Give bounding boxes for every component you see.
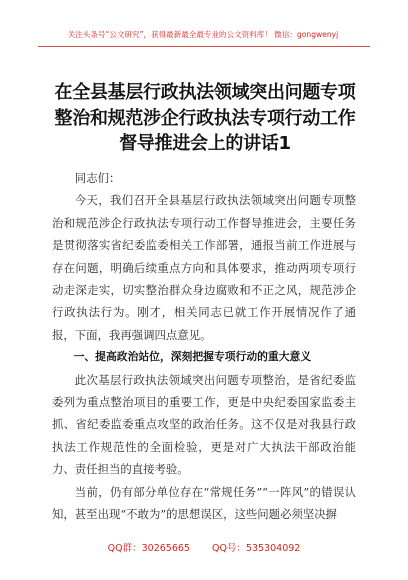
footer-qq-group: QQ群：30265665 bbox=[107, 543, 190, 554]
body-paragraph: 今天，我们召开全县基层行政执法领域突出问题专项整治和规范涉企行政执法专项行动工作督导推进会，主要任务是贯彻落实省纪委监委相关工作部署，通报当前工作进展与存在问题，明确后续重点方向和具体要求，推动两项专项行动走深走实，切实整治群众身边腐败和不正之风，规范涉企行政执法行为。刚才，相关同志已就工作开展情况作了通报，下面，我再强调四点意见。 bbox=[52, 193, 356, 342]
document-body bbox=[52, 167, 356, 526]
body-paragraph: 当前，仍有部分单位存在“常规任务”“一阵风”的错误认知，甚至出现“不敢为”的思想误区，这些问题必须坚决摒 bbox=[52, 484, 356, 522]
header-banner: 关注头条号“公文研究”，获得最新最全最专业的公文资料库！ 微信：gongwenyj bbox=[67, 30, 339, 39]
document-title: 在全县基层行政执法领域突出问题专项整治和规范涉企行政执法专项行动工作督导推进会上的讲话1 bbox=[54, 82, 356, 154]
footer-contact bbox=[0, 540, 408, 554]
greeting: 同志们： bbox=[74, 171, 121, 185]
header-divider bbox=[38, 46, 370, 47]
footer-qq-number: QQ号：535304092 bbox=[211, 543, 301, 554]
section-heading: 一、提高政治站位，深刻把握专项行动的重大意义 bbox=[73, 350, 312, 364]
body-paragraph: 此次基层行政执法领域突出问题专项整治，是省纪委监委列为重点整治项目的重要工作，更是中央纪委国家监委主抓、省纪委监委重点攻坚的政治任务。这不仅是对我县行政执法工作规范性的全面检验，更是对广大执法干部政治能力、责任担当的直接考验。 bbox=[52, 372, 356, 477]
